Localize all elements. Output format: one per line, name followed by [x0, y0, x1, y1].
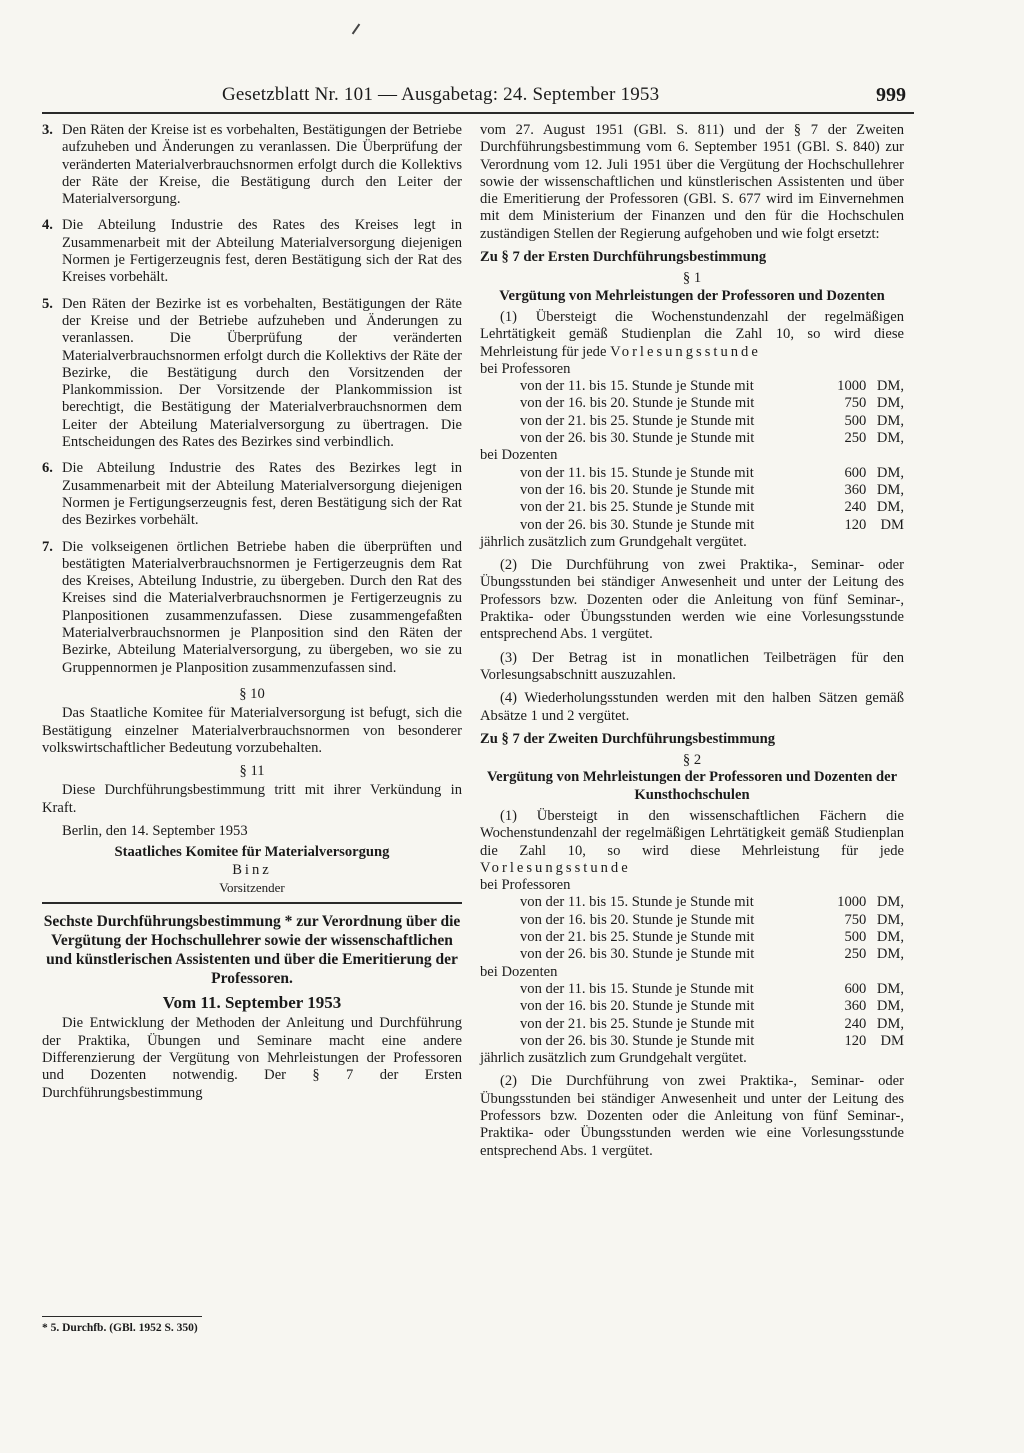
part2-para1 [480, 808, 904, 877]
rate-amount: 120 [844, 1032, 867, 1049]
page-header [42, 84, 914, 114]
rate-range: von der 21. bis 25. Stunde je Stunde mit [520, 1015, 755, 1032]
rate-amount: 120 [844, 516, 867, 533]
section-10-text: Das Staatliche Komitee für Materialversorgung ist befugt, sich die Bestätigung einzelner Materialverbrauchsnormen von besonderer volkswirtschaftlicher Bedeutung vorzubehalten. [42, 705, 462, 756]
list-item [42, 217, 462, 286]
rate-amount: 360 [844, 481, 867, 498]
part2-heading: Zu § 7 der Zweiten Durchführungsbestimmung [480, 730, 776, 747]
rate-range: von der 26. bis 30. Stunde je Stunde mit [520, 516, 755, 533]
signature-org: Staatliches Komitee für Materialversorgung [114, 844, 390, 861]
rate-row [480, 482, 904, 499]
rate-range: von der 21. bis 25. Stunde je Stunde mit [520, 929, 755, 946]
rate-range: von der 21. bis 25. Stunde je Stunde mit [520, 499, 755, 516]
left-column [42, 122, 462, 1102]
rate-row [480, 395, 904, 412]
rate-amount: 500 [844, 929, 867, 946]
rate-amount: 600 [844, 464, 867, 481]
rate-row [480, 430, 904, 447]
part1-doz-label: bei Dozenten [480, 447, 558, 464]
section-11-label: § 11 [239, 763, 265, 780]
footnote-rule-box [42, 1316, 202, 1317]
rate-row [480, 378, 904, 395]
rate-row [480, 894, 904, 911]
footnote-rule [42, 1316, 202, 1317]
rate-range: von der 16. bis 20. Stunde je Stunde mit [520, 998, 755, 1015]
list-item [42, 296, 462, 452]
part1-para3: (3) Der Betrag ist in monatlichen Teilbeträgen für den Vorlesungsabschnitt auszuzahlen. [480, 649, 904, 683]
part2-section-label: § 2 [682, 752, 702, 769]
section-11-text: Diese Durchführungsbestimmung tritt mit ihrer Verkündung in Kraft. [42, 782, 462, 816]
document-title: Sechste Durchführungsbestimmung * zur Verordnung über die Vergütung der Hochschullehrer sowie der wissenschaftlichen und künstlerischen Assistenten und über die Emeritierung der Professoren. [43, 913, 461, 988]
pen-mark [352, 24, 361, 35]
rate-currency: DM [880, 1032, 904, 1049]
item-text: Den Räten der Bezirke ist es vorbehalten, Bestätigungen der Räte der Kreise und der Betriebe aufzuheben und Änderungen zu veranlassen. Die Überprüfung der veränderten Materialverbrauchsnormen erfolgt durch die Kollektivs der Räte der Bezirke, die Bestätigung durch den Vorsitzenden der Plankommission. Der Vorsitzende der Plankommission ist berechtigt, die Bestätigung der Materialverbrauchsnormen dem Leiter der Abteilung Materialversorgung zu übertragen. Die Entscheidungen des Rates des Bezirkes sind verbindlich. [62, 295, 462, 451]
rate-row [480, 465, 904, 482]
rate-currency: DM, [876, 929, 904, 946]
list-item [42, 122, 462, 208]
rate-row [480, 413, 904, 430]
rate-currency: DM, [876, 395, 904, 412]
rate-currency: DM, [876, 980, 904, 997]
part2-prof-label: bei Professoren [480, 877, 571, 894]
part1-para1 [480, 309, 904, 361]
part2-annual: jährlich zusätzlich zum Grundgehalt vergütet. [480, 1050, 747, 1067]
header-title: Gesetzblatt Nr. 101 — Ausgabetag: 24. September 1953 [222, 84, 660, 105]
rate-range: von der 26. bis 30. Stunde je Stunde mit [520, 946, 755, 963]
part1-prof-label: bei Professoren [480, 360, 571, 377]
rate-currency: DM, [876, 378, 904, 395]
item-text: Den Räten der Kreise ist es vorbehalten, Bestätigungen der Betriebe aufzuheben und Änderungen zu veranlassen. Die Überprüfung der veränderten Materialverbrauchsnormen erfolgt durch die Kollektivs der Räte der Kreise, die Bestätigung durch den Leiter der Materialversorgung. [62, 122, 462, 208]
rate-row [480, 946, 904, 963]
part2-title: Vergütung von Mehrleistungen der Professoren und Dozenten der Kunsthochschulen [486, 769, 898, 803]
rate-range: von der 16. bis 20. Stunde je Stunde mit [520, 911, 755, 928]
part1-section-label: § 1 [682, 270, 702, 287]
rate-currency: DM, [876, 499, 904, 516]
rate-range: von der 11. bis 15. Stunde je Stunde mit [520, 464, 754, 481]
intro-continuation: vom 27. August 1951 (GBl. S. 811) und der § 7 der Zweiten Durchführungsbestimmung vom 6. September 1951 (GBl. S. 840) zur Verordnung vom 12. Juli 1951 über die Vergütung der Hochschullehrer sowie der wissenschaftlichen und künstlerischen Assistenten und über die Emeritierung der Professoren (GBl. S. 677 wird im Einvernehmen mit dem Ministerium der Finanzen und den für die Hochschulen zuständigen Stellen der Regierung aufgehoben und wie folgt ersetzt: [480, 122, 904, 242]
part1-para4: (4) Wiederholungsstunden werden mit den halben Sätzen gemäß Absätze 1 und 2 vergütet. [480, 690, 904, 724]
rate-currency: DM, [876, 911, 904, 928]
document-date: Vom 11. September 1953 [162, 993, 342, 1013]
item-text: Die Abteilung Industrie des Rates des Bezirkes legt in Zusammenarbeit mit der Abteilung Materialversorgung diejenigen Normen je Fertigungserzeugnis fest, deren Bestätigung sich der Rat des Bezirkes vorbehält. [62, 460, 462, 529]
rate-amount: 250 [844, 430, 867, 447]
item-number: 6. [42, 460, 53, 477]
rate-amount: 240 [844, 1015, 867, 1032]
rate-range: von der 16. bis 20. Stunde je Stunde mit [520, 481, 755, 498]
rate-currency: DM, [876, 464, 904, 481]
rate-range: von der 11. bis 15. Stunde je Stunde mit [520, 980, 754, 997]
rate-row [480, 1016, 904, 1033]
list-item [42, 539, 462, 677]
rate-amount: 1000 [837, 378, 867, 395]
page-number: 999 [876, 84, 906, 106]
rate-amount: 750 [844, 395, 867, 412]
list-item [42, 460, 462, 529]
rate-amount: 1000 [837, 894, 867, 911]
rate-currency: DM [880, 516, 904, 533]
signature-name: Binz [232, 861, 272, 878]
part1-para1-text: (1) Übersteigt die Wochenstundenzahl der regelmäßigen Lehrtätigkeit gemäß Studienplan die Zahl 10, so wird diese Mehrleistung für jede [480, 308, 904, 360]
rate-amount: 240 [844, 499, 867, 516]
rate-row [480, 517, 904, 534]
part1-title: Vergütung von Mehrleistungen der Professoren und Dozenten [499, 287, 885, 304]
footnote: * 5. Durchfb. (GBl. 1952 S. 350) [42, 1322, 198, 1334]
rate-currency: DM, [876, 1015, 904, 1032]
rate-row [480, 499, 904, 516]
part1-annual: jährlich zusätzlich zum Grundgehalt vergütet. [480, 533, 747, 550]
part2-para2: (2) Die Durchführung von zwei Praktika-, Seminar- oder Übungsstunden bei ständiger Anwesenheit und unter der Leitung des Professors bzw. Dozenten oder die Anleitung von fünf Seminar-, Praktika- oder Übungsstunden werden wie eine Vorlesungsstunde entsprechend Abs. 1 vergütet. [480, 1073, 904, 1159]
rate-currency: DM, [876, 946, 904, 963]
rate-range: von der 11. bis 15. Stunde je Stunde mit [520, 894, 754, 911]
part2-para1-spaced: Vorlesungsstunde [480, 859, 631, 876]
rate-row [480, 1033, 904, 1050]
intro-paragraph: Die Entwicklung der Methoden der Anleitung und Durchführung der Praktika, Übungen und Seminare macht eine andere Differenzierung der Vergütung von Mehrleistungen der Professoren und Dozenten notwendig. Der § 7 der Ersten Durchführungsbestimmung [42, 1015, 462, 1101]
rate-row [480, 981, 904, 998]
right-column [480, 122, 904, 1166]
rate-amount: 500 [844, 412, 867, 429]
rate-amount: 600 [844, 980, 867, 997]
item-number: 7. [42, 538, 53, 555]
rate-row [480, 912, 904, 929]
rate-range: von der 26. bis 30. Stunde je Stunde mit [520, 1032, 755, 1049]
rate-row [480, 998, 904, 1015]
section-10-label: § 10 [239, 685, 265, 702]
section-divider [42, 902, 462, 904]
rate-amount: 250 [844, 946, 867, 963]
rate-currency: DM, [876, 481, 904, 498]
item-number: 5. [42, 295, 53, 312]
item-text: Die Abteilung Industrie des Rates des Kreises legt in Zusammenarbeit mit der Abteilung Materialversorgung diejenigen Normen je Fertigerzeugnis fest, deren Bestätigung sich der Rat des Kreises vorbehält. [62, 217, 462, 286]
part1-para1-spaced: Vorlesungsstunde [610, 343, 761, 360]
part1-heading: Zu § 7 der Ersten Durchführungsbestimmung [480, 249, 767, 266]
item-number: 4. [42, 217, 53, 234]
rate-currency: DM, [876, 998, 904, 1015]
part2-doz-label: bei Dozenten [480, 963, 558, 980]
item-number: 3. [42, 122, 53, 138]
rate-range: von der 26. bis 30. Stunde je Stunde mit [520, 430, 755, 447]
rate-currency: DM, [876, 894, 904, 911]
rate-currency: DM, [876, 430, 904, 447]
rate-range: von der 11. bis 15. Stunde je Stunde mit [520, 378, 754, 395]
signature-role: Vorsitzender [219, 879, 285, 895]
item-text: Die volkseigenen örtlichen Betriebe haben die überprüften und bestätigten Materialverbrauchsnormen je Fertigerzeugnis dem Rat des Kreises, Abteilung Industrie, zu übergeben. Durch den Rat des Kreises sind die Materialverbrauchsnormen je Fertigerzeugnis zu Planpositionen zusammenzufassen. Diese zusammengefaßten Materialverbrauchsnormen je Planposition sind den Räten der Bezirke, Abteilung Materialversorgung, zu übergeben, wo sie zu Gruppennormen je Planposition zusammenzufassen sind. [62, 538, 462, 676]
rate-row [480, 929, 904, 946]
rate-range: von der 21. bis 25. Stunde je Stunde mit [520, 412, 755, 429]
rate-amount: 750 [844, 911, 867, 928]
part1-para2: (2) Die Durchführung von zwei Praktika-, Seminar- oder Übungsstunden bei ständiger Anwesenheit und unter der Leitung des Professors bzw. Dozenten oder die Anleitung von fünf Seminar-, Praktika- oder Übungsstunden werden wie eine Vorlesungsstunde entsprechend Abs. 1 vergütet. [480, 557, 904, 643]
rate-currency: DM, [876, 412, 904, 429]
rate-amount: 360 [844, 998, 867, 1015]
part2-para1-text: (1) Übersteigt in den wissenschaftlichen Fächern die Wochenstundenzahl der regelmäßigen Lehrtätigkeit gemäß Studienplan die Zahl 10, so wird diese Mehrleistung für jede [480, 807, 904, 859]
place-date: Berlin, den 14. September 1953 [62, 822, 248, 839]
rate-range: von der 16. bis 20. Stunde je Stunde mit [520, 395, 755, 412]
